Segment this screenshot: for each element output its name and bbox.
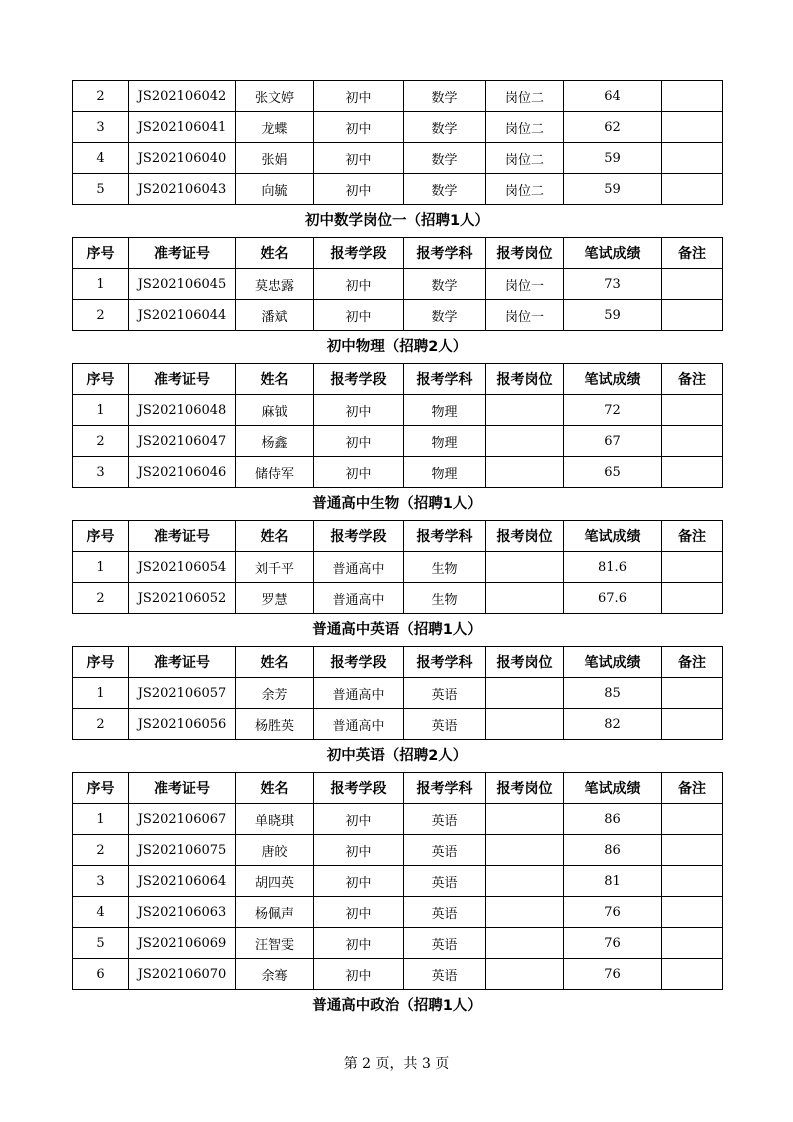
column-header: 报考学段	[314, 521, 404, 552]
table-cell: JS202106043	[129, 174, 236, 205]
table-cell: 储侍军	[236, 457, 314, 488]
table-cell	[662, 959, 723, 990]
table-cell: 生物	[404, 552, 486, 583]
table-cell: JS202106046	[129, 457, 236, 488]
table-cell: 英语	[404, 866, 486, 897]
section-title: 普通高中生物（招聘1人）	[312, 496, 482, 512]
column-header: 笔试成绩	[564, 364, 662, 395]
table-row	[73, 709, 723, 740]
table-cell: 64	[564, 81, 662, 112]
column-header: 姓名	[236, 521, 314, 552]
column-header: 报考岗位	[486, 647, 564, 678]
table-cell	[486, 678, 564, 709]
section-title: 初中英语（招聘2人）	[326, 748, 468, 764]
table-cell: 唐皎	[236, 835, 314, 866]
table-cell	[662, 866, 723, 897]
table-cell: 初中	[314, 269, 404, 300]
table-cell: 单晓琪	[236, 804, 314, 835]
table-header-row	[73, 647, 723, 678]
table-cell: 英语	[404, 959, 486, 990]
table-cell: 初中	[314, 81, 404, 112]
table-cell: JS202106042	[129, 81, 236, 112]
table-row	[73, 804, 723, 835]
table-cell: 2	[73, 300, 129, 331]
column-header: 备注	[662, 521, 723, 552]
table-cell: 76	[564, 959, 662, 990]
table-cell: 67	[564, 426, 662, 457]
table-cell	[486, 804, 564, 835]
table-cell: 刘千平	[236, 552, 314, 583]
table-row	[73, 174, 723, 205]
table-cell: 莫忠露	[236, 269, 314, 300]
table-cell: 62	[564, 112, 662, 143]
table-cell: 物理	[404, 426, 486, 457]
table-cell: JS202106069	[129, 928, 236, 959]
table-cell: JS202106045	[129, 269, 236, 300]
table-cell: 英语	[404, 928, 486, 959]
table-cell: 余芳	[236, 678, 314, 709]
results-table	[72, 363, 723, 488]
table-cell: JS202106054	[129, 552, 236, 583]
table-cell: 物理	[404, 457, 486, 488]
table-row	[73, 269, 723, 300]
table-cell: 物理	[404, 395, 486, 426]
table-cell	[662, 928, 723, 959]
table-cell: 82	[564, 709, 662, 740]
table-cell: 2	[73, 583, 129, 614]
table-cell: 杨鑫	[236, 426, 314, 457]
section-title: 初中物理（招聘2人）	[326, 339, 468, 355]
results-table	[72, 520, 723, 614]
table-cell	[662, 426, 723, 457]
results-table	[72, 646, 723, 740]
table-cell: 5	[73, 174, 129, 205]
table-cell: 初中	[314, 426, 404, 457]
table-cell: 数学	[404, 269, 486, 300]
table-cell	[662, 678, 723, 709]
table-cell: JS202106075	[129, 835, 236, 866]
column-header: 序号	[73, 364, 129, 395]
table-cell: 65	[564, 457, 662, 488]
table-cell: 岗位二	[486, 174, 564, 205]
table-cell: JS202106070	[129, 959, 236, 990]
column-header: 报考学段	[314, 773, 404, 804]
table-cell: 数学	[404, 300, 486, 331]
table-cell: 72	[564, 395, 662, 426]
column-header: 准考证号	[129, 238, 236, 269]
column-header: 报考岗位	[486, 238, 564, 269]
table-cell: JS202106067	[129, 804, 236, 835]
table-cell	[486, 426, 564, 457]
column-header: 备注	[662, 647, 723, 678]
table-row	[73, 143, 723, 174]
table-cell: 初中	[314, 835, 404, 866]
table-cell	[486, 835, 564, 866]
table-header-row	[73, 773, 723, 804]
table-cell: 5	[73, 928, 129, 959]
table-cell	[486, 457, 564, 488]
column-header: 姓名	[236, 364, 314, 395]
column-header: 报考学科	[404, 364, 486, 395]
table-cell: 3	[73, 866, 129, 897]
table-cell: 1	[73, 395, 129, 426]
column-header: 姓名	[236, 238, 314, 269]
table-cell: 岗位二	[486, 112, 564, 143]
table-cell	[486, 928, 564, 959]
page-footer: 第 2 页，共 3 页	[343, 1056, 450, 1072]
table-cell: 3	[73, 112, 129, 143]
table-cell: 初中	[314, 174, 404, 205]
table-cell: 英语	[404, 678, 486, 709]
table-cell: JS202106041	[129, 112, 236, 143]
table-row	[73, 112, 723, 143]
table-row	[73, 426, 723, 457]
table-cell: 59	[564, 174, 662, 205]
table-cell	[486, 395, 564, 426]
table-cell	[662, 174, 723, 205]
table-cell: 数学	[404, 174, 486, 205]
column-header: 报考学科	[404, 238, 486, 269]
column-header: 笔试成绩	[564, 647, 662, 678]
table-cell: 杨胜英	[236, 709, 314, 740]
table-cell	[662, 709, 723, 740]
table-cell	[486, 709, 564, 740]
table-cell	[662, 143, 723, 174]
table-row	[73, 583, 723, 614]
table-cell	[662, 897, 723, 928]
table-cell: 岗位二	[486, 143, 564, 174]
column-header: 序号	[73, 238, 129, 269]
table-cell	[662, 457, 723, 488]
table-row	[73, 959, 723, 990]
table-cell: 3	[73, 457, 129, 488]
table-cell: 数学	[404, 81, 486, 112]
column-header: 序号	[73, 647, 129, 678]
table-cell: 6	[73, 959, 129, 990]
table-cell: JS202106040	[129, 143, 236, 174]
table-row	[73, 928, 723, 959]
table-cell: 初中	[314, 897, 404, 928]
table-cell: 普通高中	[314, 709, 404, 740]
table-cell	[662, 395, 723, 426]
table-cell: JS202106063	[129, 897, 236, 928]
table-cell	[486, 552, 564, 583]
table-cell: 岗位一	[486, 300, 564, 331]
table-row	[73, 678, 723, 709]
column-header: 笔试成绩	[564, 773, 662, 804]
table-cell: 76	[564, 928, 662, 959]
column-header: 准考证号	[129, 647, 236, 678]
column-header: 笔试成绩	[564, 238, 662, 269]
table-header-row	[73, 238, 723, 269]
table-cell: 普通高中	[314, 552, 404, 583]
table-cell: 胡四英	[236, 866, 314, 897]
table-cell: 生物	[404, 583, 486, 614]
table-cell: JS202106056	[129, 709, 236, 740]
table-cell: 英语	[404, 835, 486, 866]
table-cell: 余骞	[236, 959, 314, 990]
column-header: 报考学段	[314, 238, 404, 269]
table-cell: 英语	[404, 897, 486, 928]
table-cell: 初中	[314, 804, 404, 835]
table-row	[73, 395, 723, 426]
table-cell: 数学	[404, 143, 486, 174]
column-header: 报考学段	[314, 364, 404, 395]
document-body	[72, 80, 722, 1022]
table-cell: 岗位一	[486, 269, 564, 300]
table-cell	[662, 804, 723, 835]
table-cell: JS202106064	[129, 866, 236, 897]
table-cell: 2	[73, 81, 129, 112]
table-cell: 59	[564, 300, 662, 331]
table-header-row	[73, 364, 723, 395]
table-cell: 2	[73, 426, 129, 457]
table-cell: 普通高中	[314, 678, 404, 709]
column-header: 准考证号	[129, 773, 236, 804]
table-cell: JS202106047	[129, 426, 236, 457]
table-cell: 85	[564, 678, 662, 709]
results-table	[72, 772, 723, 990]
column-header: 姓名	[236, 647, 314, 678]
table-row	[73, 457, 723, 488]
column-header: 备注	[662, 238, 723, 269]
table-row	[73, 81, 723, 112]
table-cell: 初中	[314, 928, 404, 959]
column-header: 报考学段	[314, 647, 404, 678]
table-header-row	[73, 521, 723, 552]
table-cell: 4	[73, 897, 129, 928]
table-cell: 1	[73, 678, 129, 709]
table-row	[73, 866, 723, 897]
table-cell: 76	[564, 897, 662, 928]
table-cell: 杨佩声	[236, 897, 314, 928]
table-cell: 张文婷	[236, 81, 314, 112]
column-header: 序号	[73, 773, 129, 804]
table-cell	[662, 300, 723, 331]
table-cell: 59	[564, 143, 662, 174]
table-cell	[662, 835, 723, 866]
table-cell	[662, 552, 723, 583]
table-cell: 81.6	[564, 552, 662, 583]
table-cell: 英语	[404, 804, 486, 835]
table-cell: 数学	[404, 112, 486, 143]
column-header: 报考岗位	[486, 364, 564, 395]
table-cell: 86	[564, 804, 662, 835]
table-cell	[486, 866, 564, 897]
table-cell	[662, 583, 723, 614]
section-title: 普通高中英语（招聘1人）	[312, 622, 482, 638]
table-row	[73, 835, 723, 866]
table-cell	[662, 269, 723, 300]
table-cell: 初中	[314, 457, 404, 488]
results-table	[72, 237, 723, 331]
table-cell: 麻钺	[236, 395, 314, 426]
table-cell: 2	[73, 835, 129, 866]
table-cell: 岗位二	[486, 81, 564, 112]
column-header: 序号	[73, 521, 129, 552]
table-cell: 初中	[314, 300, 404, 331]
table-cell: 73	[564, 269, 662, 300]
table-cell: 向毓	[236, 174, 314, 205]
table-cell: 初中	[314, 143, 404, 174]
table-cell	[486, 959, 564, 990]
table-cell: 1	[73, 269, 129, 300]
table-cell: 汪智雯	[236, 928, 314, 959]
table-cell: JS202106048	[129, 395, 236, 426]
table-cell: 81	[564, 866, 662, 897]
column-header: 报考岗位	[486, 521, 564, 552]
table-cell: 普通高中	[314, 583, 404, 614]
table-cell: 张娟	[236, 143, 314, 174]
table-row	[73, 300, 723, 331]
table-cell: 86	[564, 835, 662, 866]
table-cell: 4	[73, 143, 129, 174]
column-header: 笔试成绩	[564, 521, 662, 552]
table-cell: 潘斌	[236, 300, 314, 331]
section-title: 普通高中政治（招聘1人）	[312, 998, 482, 1014]
column-header: 报考学科	[404, 773, 486, 804]
column-header: 报考学科	[404, 521, 486, 552]
table-cell	[662, 112, 723, 143]
table-cell: 初中	[314, 866, 404, 897]
column-header: 备注	[662, 364, 723, 395]
table-cell: 1	[73, 552, 129, 583]
results-table-continued	[72, 80, 723, 205]
table-cell: JS202106044	[129, 300, 236, 331]
table-cell: 罗慧	[236, 583, 314, 614]
table-cell: 龙蝶	[236, 112, 314, 143]
table-cell: 67.6	[564, 583, 662, 614]
table-cell: JS202106052	[129, 583, 236, 614]
column-header: 报考学科	[404, 647, 486, 678]
table-cell	[486, 583, 564, 614]
table-cell: JS202106057	[129, 678, 236, 709]
column-header: 准考证号	[129, 521, 236, 552]
table-cell	[662, 81, 723, 112]
table-cell: 初中	[314, 112, 404, 143]
table-cell	[486, 897, 564, 928]
table-cell: 1	[73, 804, 129, 835]
table-cell: 初中	[314, 959, 404, 990]
column-header: 备注	[662, 773, 723, 804]
table-row	[73, 552, 723, 583]
column-header: 报考岗位	[486, 773, 564, 804]
table-cell: 初中	[314, 395, 404, 426]
table-cell: 英语	[404, 709, 486, 740]
table-cell: 2	[73, 709, 129, 740]
column-header: 姓名	[236, 773, 314, 804]
column-header: 准考证号	[129, 364, 236, 395]
section-title: 初中数学岗位一（招聘1人）	[304, 213, 490, 229]
table-row	[73, 897, 723, 928]
